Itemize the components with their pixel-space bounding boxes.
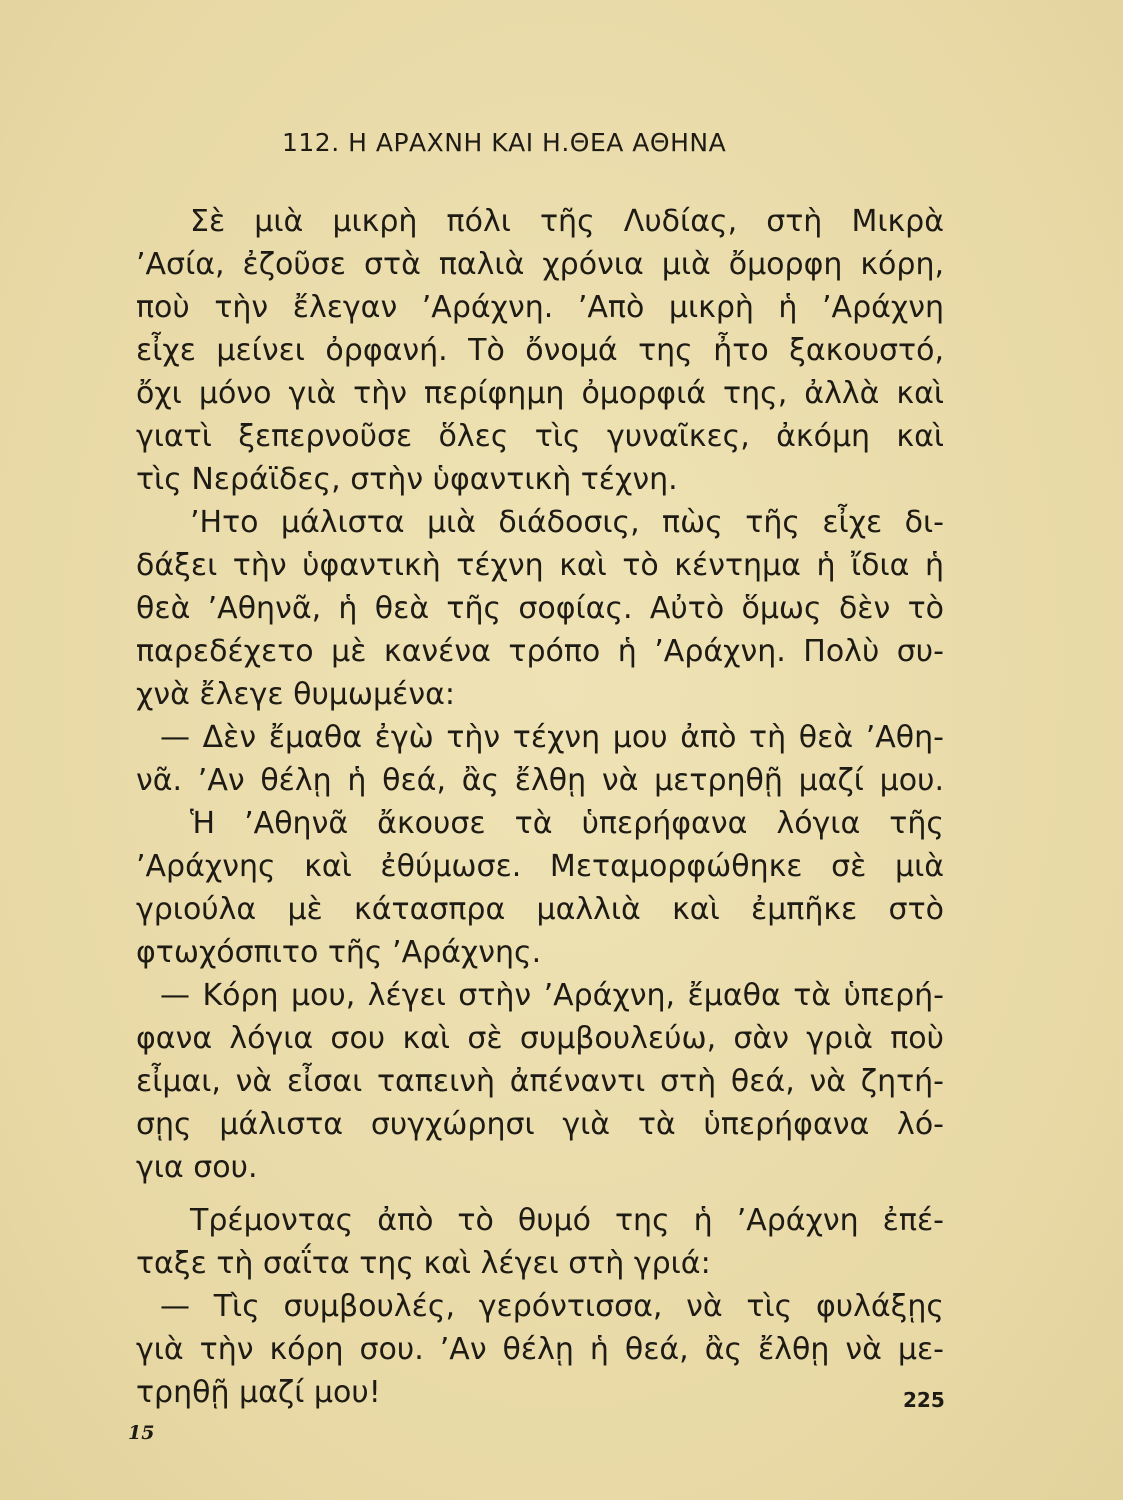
text-line: φτωχόσπιτο τῆς ʼΑράχνης. bbox=[136, 935, 542, 970]
text-line: θεὰ ʼΑθηνᾶ, ἡ θεὰ τῆς σοφίας. Αὐτὸ ὅμως δὲν τὸ bbox=[136, 591, 944, 626]
text-line: για σου. bbox=[136, 1150, 258, 1185]
text-line: ταξε τὴ σαΐτα της καὶ λέγει στὴ γριά: bbox=[136, 1246, 711, 1281]
text-line: ʼΗτο μάλιστα μιὰ διάδοσις, πὼς τῆς εἶχε δι- bbox=[190, 505, 944, 540]
chapter-title: 112. Η ΑΡΑΧΝΗ ΚΑΙ Η.ΘΕΑ ΑΘΗΝΑ bbox=[282, 128, 727, 157]
text-line: ποὺ τὴν ἔλεγαν ʼΑράχνη. ʼΑπὸ μικρὴ ἡ ʼΑράχνη bbox=[136, 290, 944, 325]
text-line: νᾶ. ʼΑν θέλῃ ἡ θεά, ἂς ἔλθῃ νὰ μετρηθῇ μαζί μου. bbox=[136, 763, 944, 798]
text-line: γιὰ τὴν κόρη σου. ʼΑν θέλῃ ἡ θεά, ἂς ἔλθῃ νὰ με- bbox=[136, 1332, 944, 1367]
text-line: εἶχε μείνει ὀρφανή. Τὸ ὄνομά της ἦτο ξακουστό, bbox=[136, 333, 944, 368]
text-line: φανα λόγια σου καὶ σὲ συμβουλεύω, σὰν γριὰ ποὺ bbox=[136, 1021, 944, 1056]
text-line: γιατὶ ξεπερνοῦσε ὅλες τὶς γυναῖκες, ἀκόμη καὶ bbox=[136, 419, 944, 454]
text-line: δάξει τὴν ὑφαντικὴ τέχνη καὶ τὸ κέντημα ἡ ἴδια ἡ bbox=[136, 548, 944, 583]
text-line: Ἡ ʼΑθηνᾶ ἄκουσε τὰ ὑπερήφανα λόγια τῆς bbox=[190, 806, 944, 841]
text-line: — Τὶς συμβουλές, γερόντισσα, νὰ τὶς φυλάξῃς bbox=[160, 1289, 944, 1324]
signature-mark: 15 bbox=[128, 1422, 155, 1444]
text-line: ʼΑράχνης καὶ ἐθύμωσε. Μεταμορφώθηκε σὲ μιὰ bbox=[136, 849, 944, 884]
text-line: τὶς Νεράϊδες, στὴν ὑφαντικὴ τέχνη. bbox=[136, 462, 678, 497]
text-line: — Κόρη μου, λέγει στὴν ʼΑράχνη, ἔμαθα τὰ ὑπερή- bbox=[160, 978, 944, 1013]
text-line: σῃς μάλιστα συγχώρησι γιὰ τὰ ὑπερήφανα λό- bbox=[136, 1107, 944, 1142]
text-line: χνὰ ἔλεγε θυμωμένα: bbox=[136, 677, 455, 712]
page-number: 225 bbox=[903, 1388, 945, 1412]
text-line: Τρέμοντας ἀπὸ τὸ θυμό της ἡ ʼΑράχνη ἐπέ- bbox=[190, 1203, 944, 1238]
story-text bbox=[136, 200, 944, 1414]
text-line: Σὲ μιὰ μικρὴ πόλι τῆς Λυδίας, στὴ Μικρὰ bbox=[190, 204, 944, 239]
text-line: παρεδέχετο μὲ κανένα τρόπο ἡ ʼΑράχνη. Πολὺ συ- bbox=[136, 634, 944, 669]
text-line: εἶμαι, νὰ εἶσαι ταπεινὴ ἀπέναντι στὴ θεά, νὰ ζητή- bbox=[136, 1064, 944, 1099]
text-line: ʼΑσία, ἐζοῦσε στὰ παλιὰ χρόνια μιὰ ὄμορφη κόρη, bbox=[136, 247, 944, 282]
text-line: γριούλα μὲ κάτασπρα μαλλιὰ καὶ ἐμπῆκε στὸ bbox=[136, 892, 944, 927]
text-line: τρηθῇ μαζί μου! bbox=[136, 1375, 381, 1410]
text-line: ὄχι μόνο γιὰ τὴν περίφημη ὀμορφιά της, ἀλλὰ καὶ bbox=[136, 376, 944, 411]
text-line: — Δὲν ἔμαθα ἐγὼ τὴν τέχνη μου ἀπὸ τὴ θεὰ ʼΑθη- bbox=[160, 720, 944, 755]
